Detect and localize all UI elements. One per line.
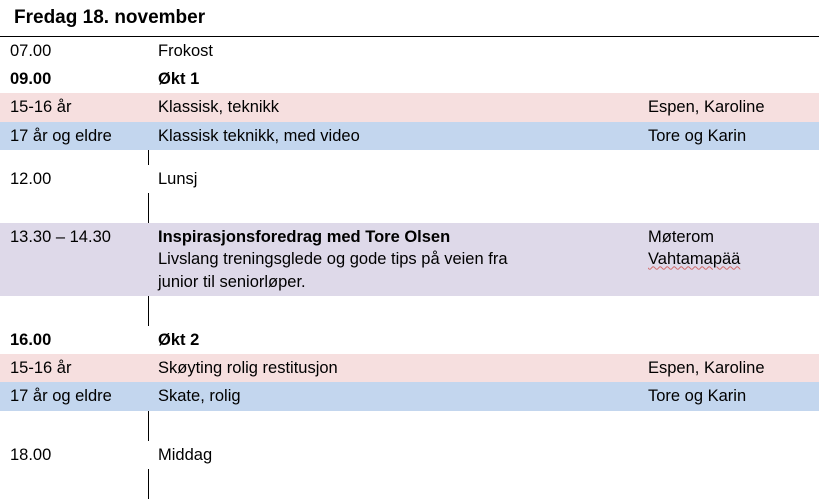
row-description: Skate, rolig [148,382,638,410]
row-responsible [638,223,819,296]
row-time: 17 år og eldre [0,122,148,150]
table-row [0,93,819,121]
row-spacer [0,311,819,326]
row-description: Lunsj [148,165,638,193]
row-responsible [638,165,819,193]
room-label: Møterom [648,228,714,247]
row-spacer-cell [148,469,638,484]
row-spacer [0,193,819,208]
table-row [0,165,819,193]
row-description: Klassisk teknikk, med video [148,122,638,150]
table-row [0,441,819,469]
table-row [0,65,819,93]
row-spacer-cell [638,426,819,441]
row-time: 17 år og eldre [0,382,148,410]
row-spacer-cell [638,311,819,326]
row-description: Klassisk, teknikk [148,93,638,121]
row-time: 16.00 [0,326,148,354]
row-spacer [0,150,819,165]
row-responsible [638,326,819,354]
row-spacer-cell [638,150,819,165]
row-spacer-cell [148,150,638,165]
row-responsible: Espen, Karoline [638,354,819,382]
row-spacer-cell [148,311,638,326]
table-row [0,354,819,382]
row-spacer-cell [148,296,638,311]
row-spacer-cell [638,484,819,499]
row-responsible [638,36,819,65]
row-spacer-cell [638,469,819,484]
row-spacer-cell [0,296,148,311]
row-spacer [0,484,819,499]
row-description: Økt 1 [148,65,638,93]
table-row [0,122,819,150]
row-description: Skøyting rolig restitusjon [148,354,638,382]
row-spacer-cell [148,426,638,441]
row-spacer-cell [0,311,148,326]
schedule-table [0,36,819,499]
row-responsible [638,65,819,93]
row-time: 07.00 [0,36,148,65]
row-time: 13.30 – 14.30 [0,223,148,296]
row-description: Middag [148,441,638,469]
row-time: 15-16 år [0,93,148,121]
row-responsible: Tore og Karin [638,382,819,410]
row-spacer-cell [148,208,638,223]
row-spacer-cell [0,426,148,441]
row-spacer [0,426,819,441]
row-spacer-cell [148,411,638,426]
row-time: 09.00 [0,65,148,93]
room-name: Vahtamapää [648,250,741,269]
lecture-line-2: Livslang treningsglede og gode tips på veien fra [158,250,508,269]
row-spacer-cell [0,411,148,426]
table-row-lecture [0,223,819,296]
row-spacer-cell [0,208,148,223]
row-spacer [0,411,819,426]
row-time: 15-16 år [0,354,148,382]
row-responsible: Espen, Karoline [638,93,819,121]
row-spacer-cell [638,296,819,311]
row-spacer-cell [0,469,148,484]
row-spacer-cell [0,150,148,165]
table-row [0,326,819,354]
row-spacer-cell [148,193,638,208]
page-title: Fredag 18. november [14,7,206,28]
row-responsible: Tore og Karin [638,122,819,150]
row-spacer-cell [638,411,819,426]
row-description: Økt 2 [148,326,638,354]
row-spacer-cell [0,193,148,208]
row-description [148,223,638,296]
row-spacer [0,296,819,311]
row-spacer-cell [0,484,148,499]
row-description: Frokost [148,36,638,65]
row-time: 12.00 [0,165,148,193]
row-time: 18.00 [0,441,148,469]
row-responsible [638,441,819,469]
row-spacer [0,208,819,223]
row-spacer [0,469,819,484]
row-spacer-cell [638,208,819,223]
lecture-title: Inspirasjonsforedrag med Tore Olsen [158,228,451,247]
row-spacer-cell [638,193,819,208]
row-spacer-cell [148,484,638,499]
table-row [0,36,819,65]
table-row [0,382,819,410]
lecture-line-3: junior til seniorløper. [158,272,306,291]
